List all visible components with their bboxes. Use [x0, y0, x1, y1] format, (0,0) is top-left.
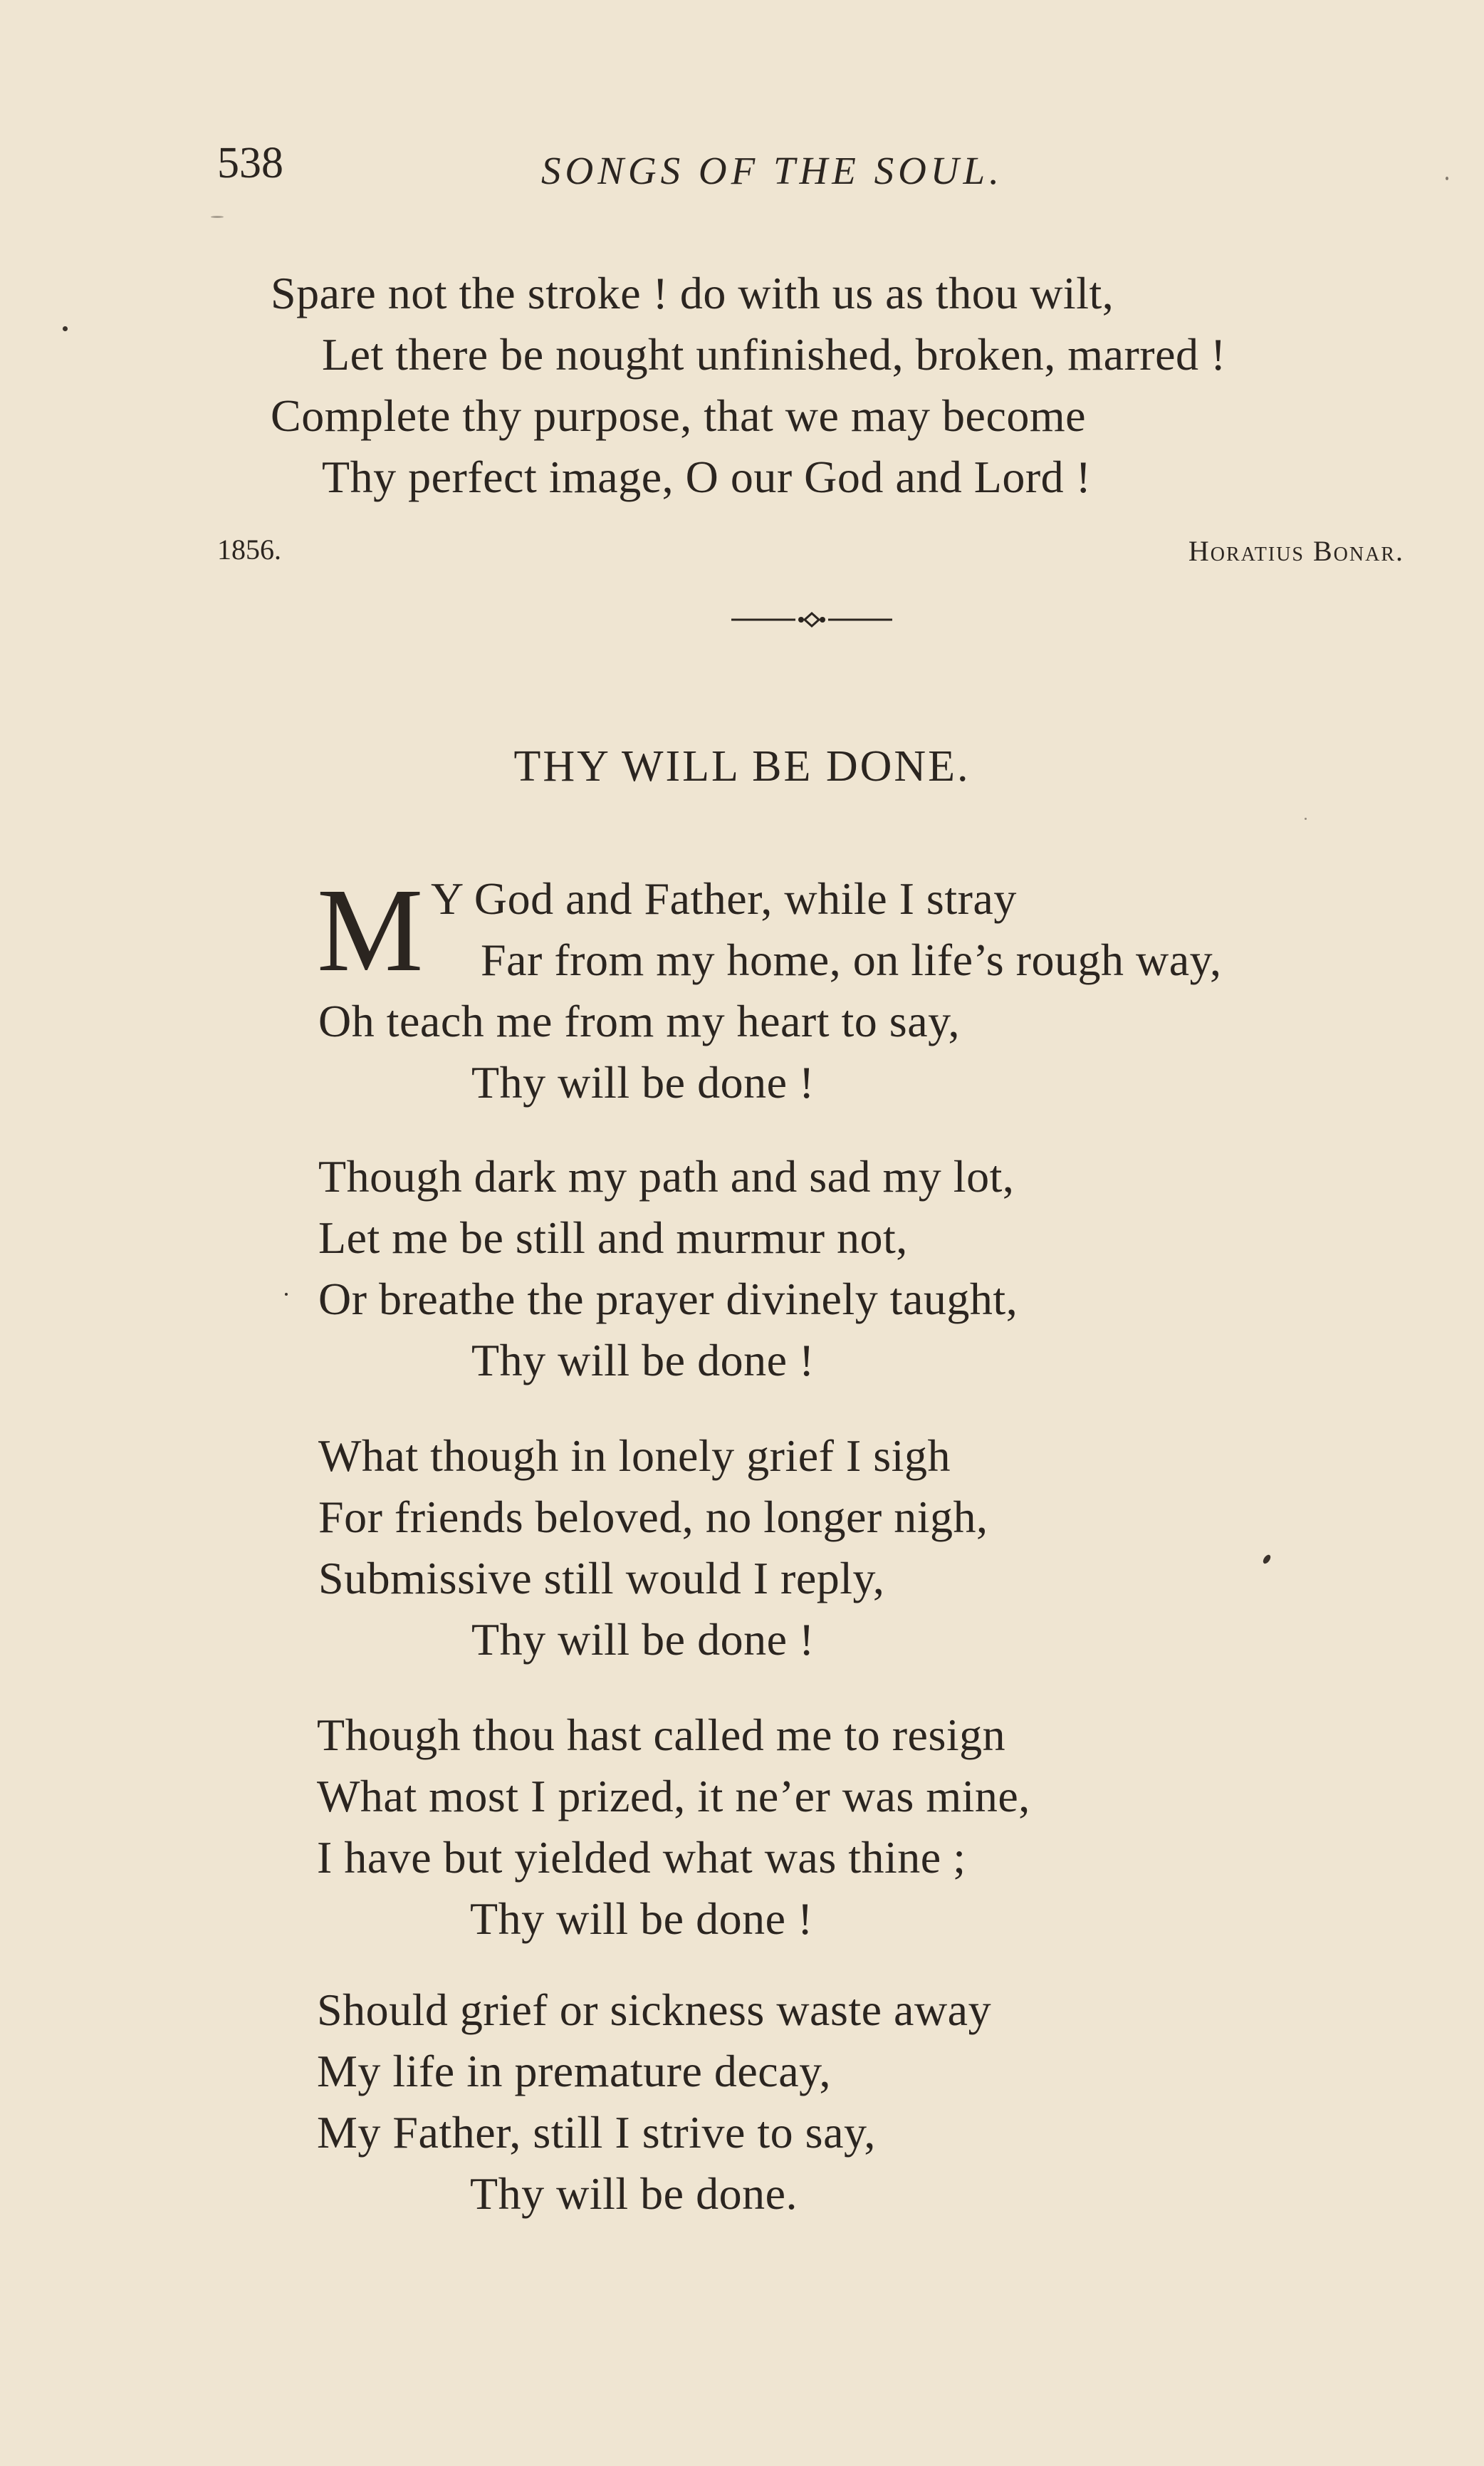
verse-line: My Father, still I strive to say, — [317, 2107, 876, 2158]
verse-line: Thy will be done ! — [471, 1614, 815, 1665]
verse-line: What though in lonely grief I sigh — [318, 1430, 951, 1481]
verse-line: Far from my home, on life’s rough way, — [481, 935, 1222, 985]
paper-speck — [285, 1293, 288, 1296]
poem-title: THY WILL BE DONE. — [513, 742, 971, 791]
verse-line: Thy perfect image, O our God and Lord ! — [322, 452, 1092, 502]
paper-speck — [1262, 1554, 1273, 1565]
verse-line: Submissive still would I reply, — [318, 1553, 885, 1603]
paper-speck — [1446, 177, 1448, 180]
verse-line: Thy will be done. — [470, 2168, 798, 2219]
drop-cap: M — [317, 864, 424, 997]
paper-speck — [1305, 818, 1307, 820]
verse-line: Thy will be done ! — [471, 1057, 815, 1108]
verse-line: Thy will be done ! — [471, 1335, 815, 1385]
poem-author: Horatius Bonar. — [1188, 535, 1404, 567]
verse-line: Y God and Father, while I stray — [431, 873, 1017, 924]
running-title: SONGS OF THE SOUL. — [541, 149, 1003, 192]
verse-line: My life in premature decay, — [317, 2046, 831, 2096]
verse-line: Oh teach me from my heart to say, — [318, 996, 960, 1046]
verse-line: Let me be still and murmur not, — [318, 1212, 908, 1263]
verse-line: Spare not the stroke ! do with us as thou wilt, — [271, 268, 1114, 318]
verse-line: Though dark my path and sad my lot, — [318, 1151, 1015, 1202]
verse-line: For friends beloved, no longer nigh, — [318, 1492, 988, 1542]
ornament-divider — [730, 610, 894, 629]
poem-year: 1856. — [217, 534, 281, 566]
verse-line: Should grief or sickness waste away — [317, 1984, 992, 2035]
paper-speck — [211, 216, 224, 218]
page-number: 538 — [217, 139, 283, 187]
verse-line: Though thou hast called me to resign — [317, 1710, 1006, 1760]
verse-line: Complete thy purpose, that we may become — [271, 390, 1087, 441]
verse-line: What most I prized, it ne’er was mine, — [317, 1771, 1030, 1821]
verse-line: Or breathe the prayer divinely taught, — [318, 1274, 1018, 1324]
verse-line: Let there be nought unfinished, broken, marred ! — [322, 329, 1226, 380]
verse-line: Thy will be done ! — [470, 1893, 813, 1944]
paper-speck — [63, 326, 68, 331]
verse-line: I have but yielded what was thine ; — [317, 1832, 966, 1883]
